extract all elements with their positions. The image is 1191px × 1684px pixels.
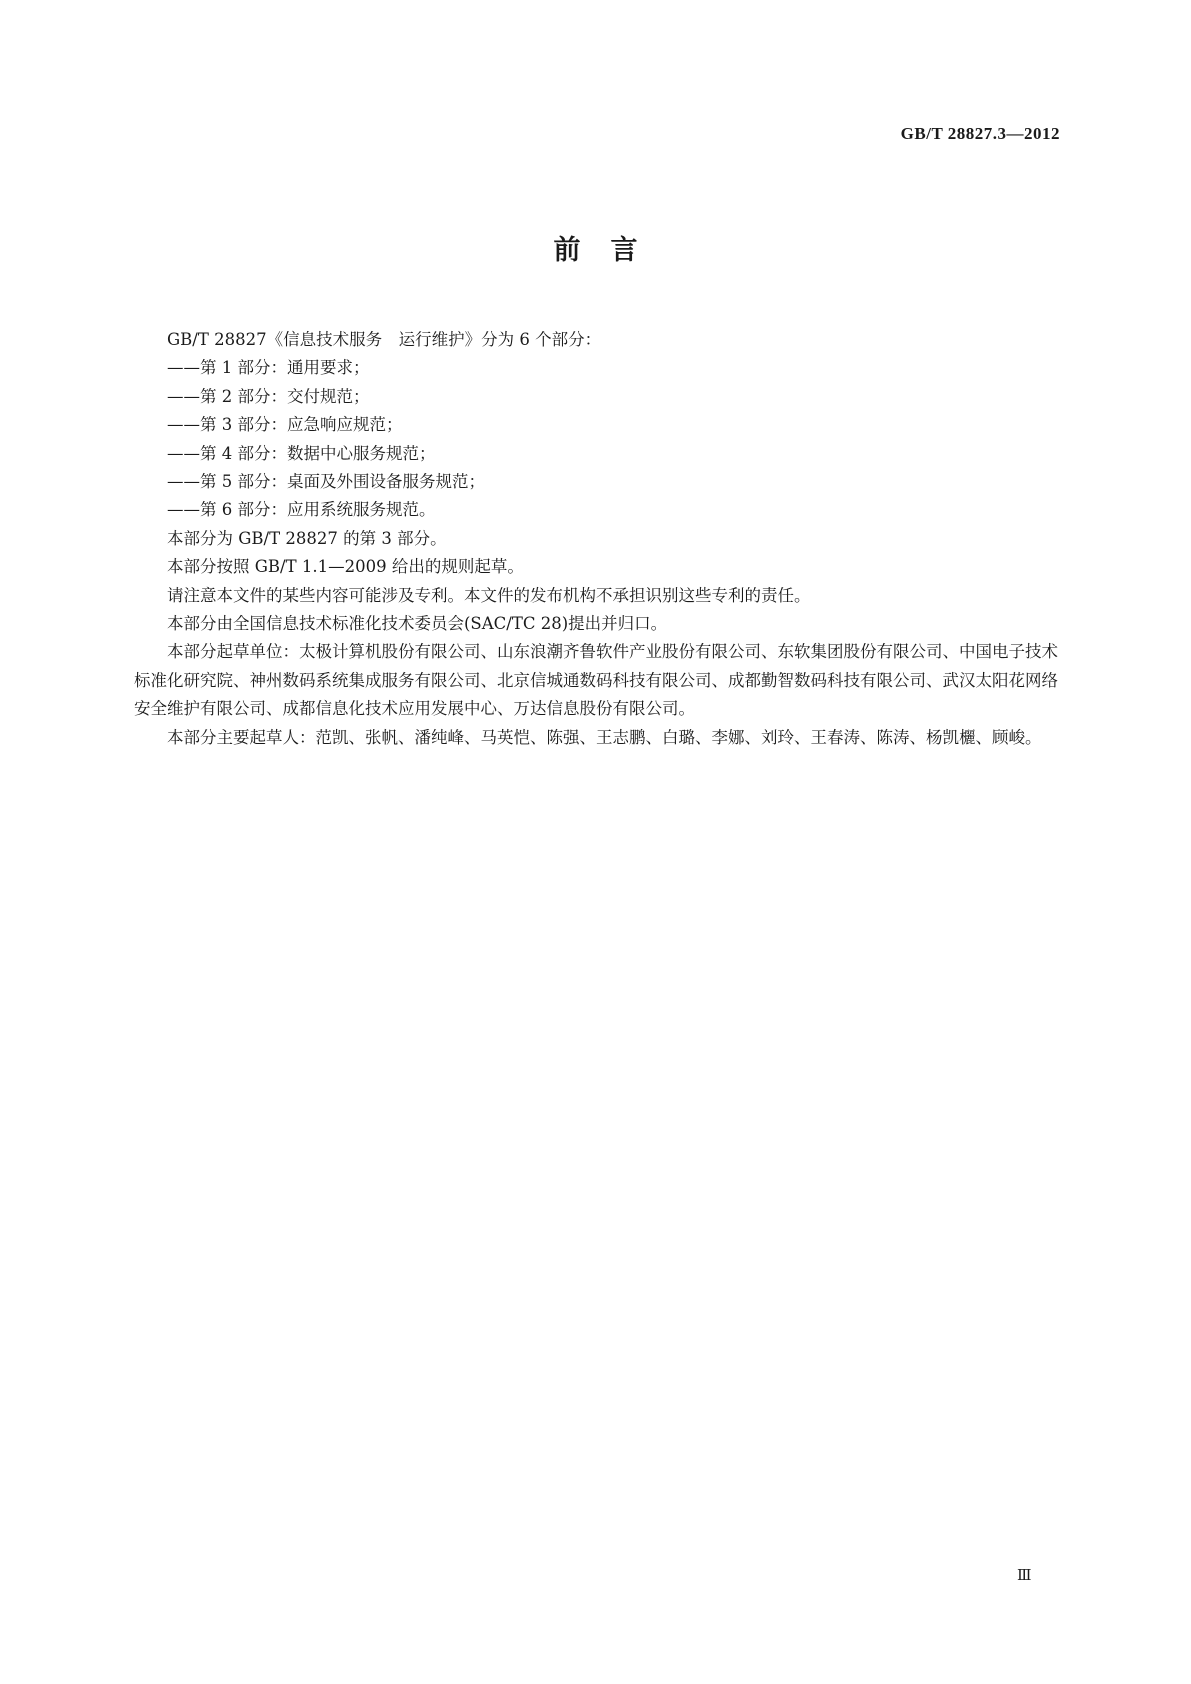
this-part-paragraph: 本部分为 GB/T 28827 的第 3 部分。 xyxy=(167,528,447,548)
intro-paragraph: GB/T 28827《信息技术服务 运行维护》分为 6 个部分： xyxy=(167,330,602,349)
part-list-item: ——第 1 部分：通用要求； xyxy=(167,358,370,378)
page-number: Ⅲ xyxy=(1017,1568,1032,1584)
drafting-units-paragraph: 本部分起草单位：太极计算机股份有限公司、山东浪潮齐鲁软件产业股份有限公司、东软集团股份有限公司、中国电子技术标准化研究院、神州数码系统集成服务有限公司、北京信城通数码科技有限公司、成都勤智数码科技有限公司、武汉太阳花网络安全维护有限公司、成都信息化技术应用发展中心、万达信息股份有限公司。 xyxy=(134,642,1058,719)
part-list-item: ——第 6 部分：应用系统服务规范。 xyxy=(167,500,436,520)
document-code: GB/T 28827.3—2012 xyxy=(900,124,1060,143)
foreword-body xyxy=(134,326,1058,752)
drafters-paragraph: 本部分主要起草人：范凯、张帆、潘纯峰、马英恺、陈强、王志鹏、白璐、李娜、刘玲、王春涛、陈涛、杨凯欐、顾峻。 xyxy=(167,727,1042,747)
patent-notice-paragraph: 请注意本文件的某些内容可能涉及专利。本文件的发布机构不承担识别这些专利的责任。 xyxy=(167,585,811,605)
part-list-item: ——第 5 部分：桌面及外围设备服务规范； xyxy=(167,472,485,492)
drafting-rules-paragraph: 本部分按照 GB/T 1.1—2009 给出的规则起草。 xyxy=(167,557,524,577)
proposer-paragraph: 本部分由全国信息技术标准化技术委员会(SAC/TC 28)提出并归口。 xyxy=(167,614,668,634)
part-list-item: ——第 2 部分：交付规范； xyxy=(167,386,370,406)
part-list-item: ——第 3 部分：应急响应规范； xyxy=(167,415,403,435)
part-list-item: ——第 4 部分：数据中心服务规范； xyxy=(167,443,436,463)
page-title: 前言 xyxy=(553,235,668,266)
